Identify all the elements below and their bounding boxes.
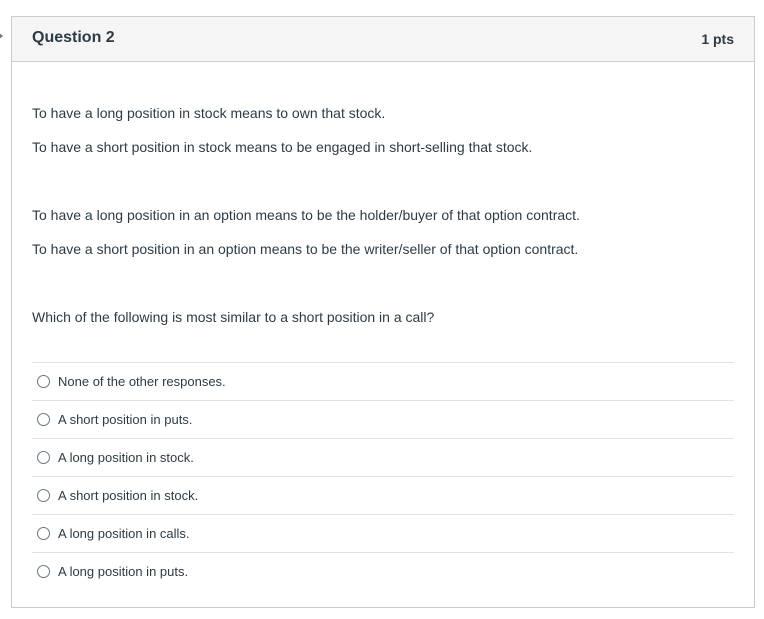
answer-list — [32, 362, 734, 590]
question-text-paragraph: To have a short position in an option means to be the writer/seller of that option contract. — [32, 241, 579, 257]
answer-option[interactable] — [32, 439, 734, 477]
answer-option[interactable] — [32, 477, 734, 515]
answer-label: None of the other responses. — [58, 374, 226, 389]
question-card — [11, 16, 755, 608]
radio-button-icon[interactable] — [37, 565, 50, 578]
answer-option[interactable] — [32, 401, 734, 439]
question-text-paragraph: To have a short position in stock means to be engaged in short-selling that stock. — [32, 139, 533, 155]
answer-label: A long position in calls. — [58, 526, 190, 541]
question-body — [12, 62, 754, 590]
question-text-paragraph: To have a long position in an option means to be the holder/buyer of that option contract. — [32, 207, 580, 223]
answer-option[interactable] — [32, 553, 734, 590]
radio-button-icon[interactable] — [37, 451, 50, 464]
question-points: 1 pts — [701, 31, 734, 47]
answer-option[interactable] — [32, 515, 734, 553]
question-title: Question 2 — [32, 29, 115, 46]
radio-button-icon[interactable] — [37, 489, 50, 502]
radio-button-icon[interactable] — [37, 375, 50, 388]
question-header — [12, 17, 754, 62]
answer-label: A long position in stock. — [58, 450, 194, 465]
radio-button-icon[interactable] — [37, 413, 50, 426]
answer-label: A long position in puts. — [58, 564, 189, 579]
question-flag-arrow-icon[interactable] — [0, 32, 3, 40]
answer-option[interactable] — [32, 363, 734, 401]
question-text-paragraph: To have a long position in stock means to own that stock. — [32, 105, 386, 121]
answer-label: A short position in stock. — [58, 488, 199, 503]
question-prompt: Which of the following is most similar to a short position in a call? — [32, 309, 435, 325]
radio-button-icon[interactable] — [37, 527, 50, 540]
answer-label: A short position in puts. — [58, 412, 193, 427]
